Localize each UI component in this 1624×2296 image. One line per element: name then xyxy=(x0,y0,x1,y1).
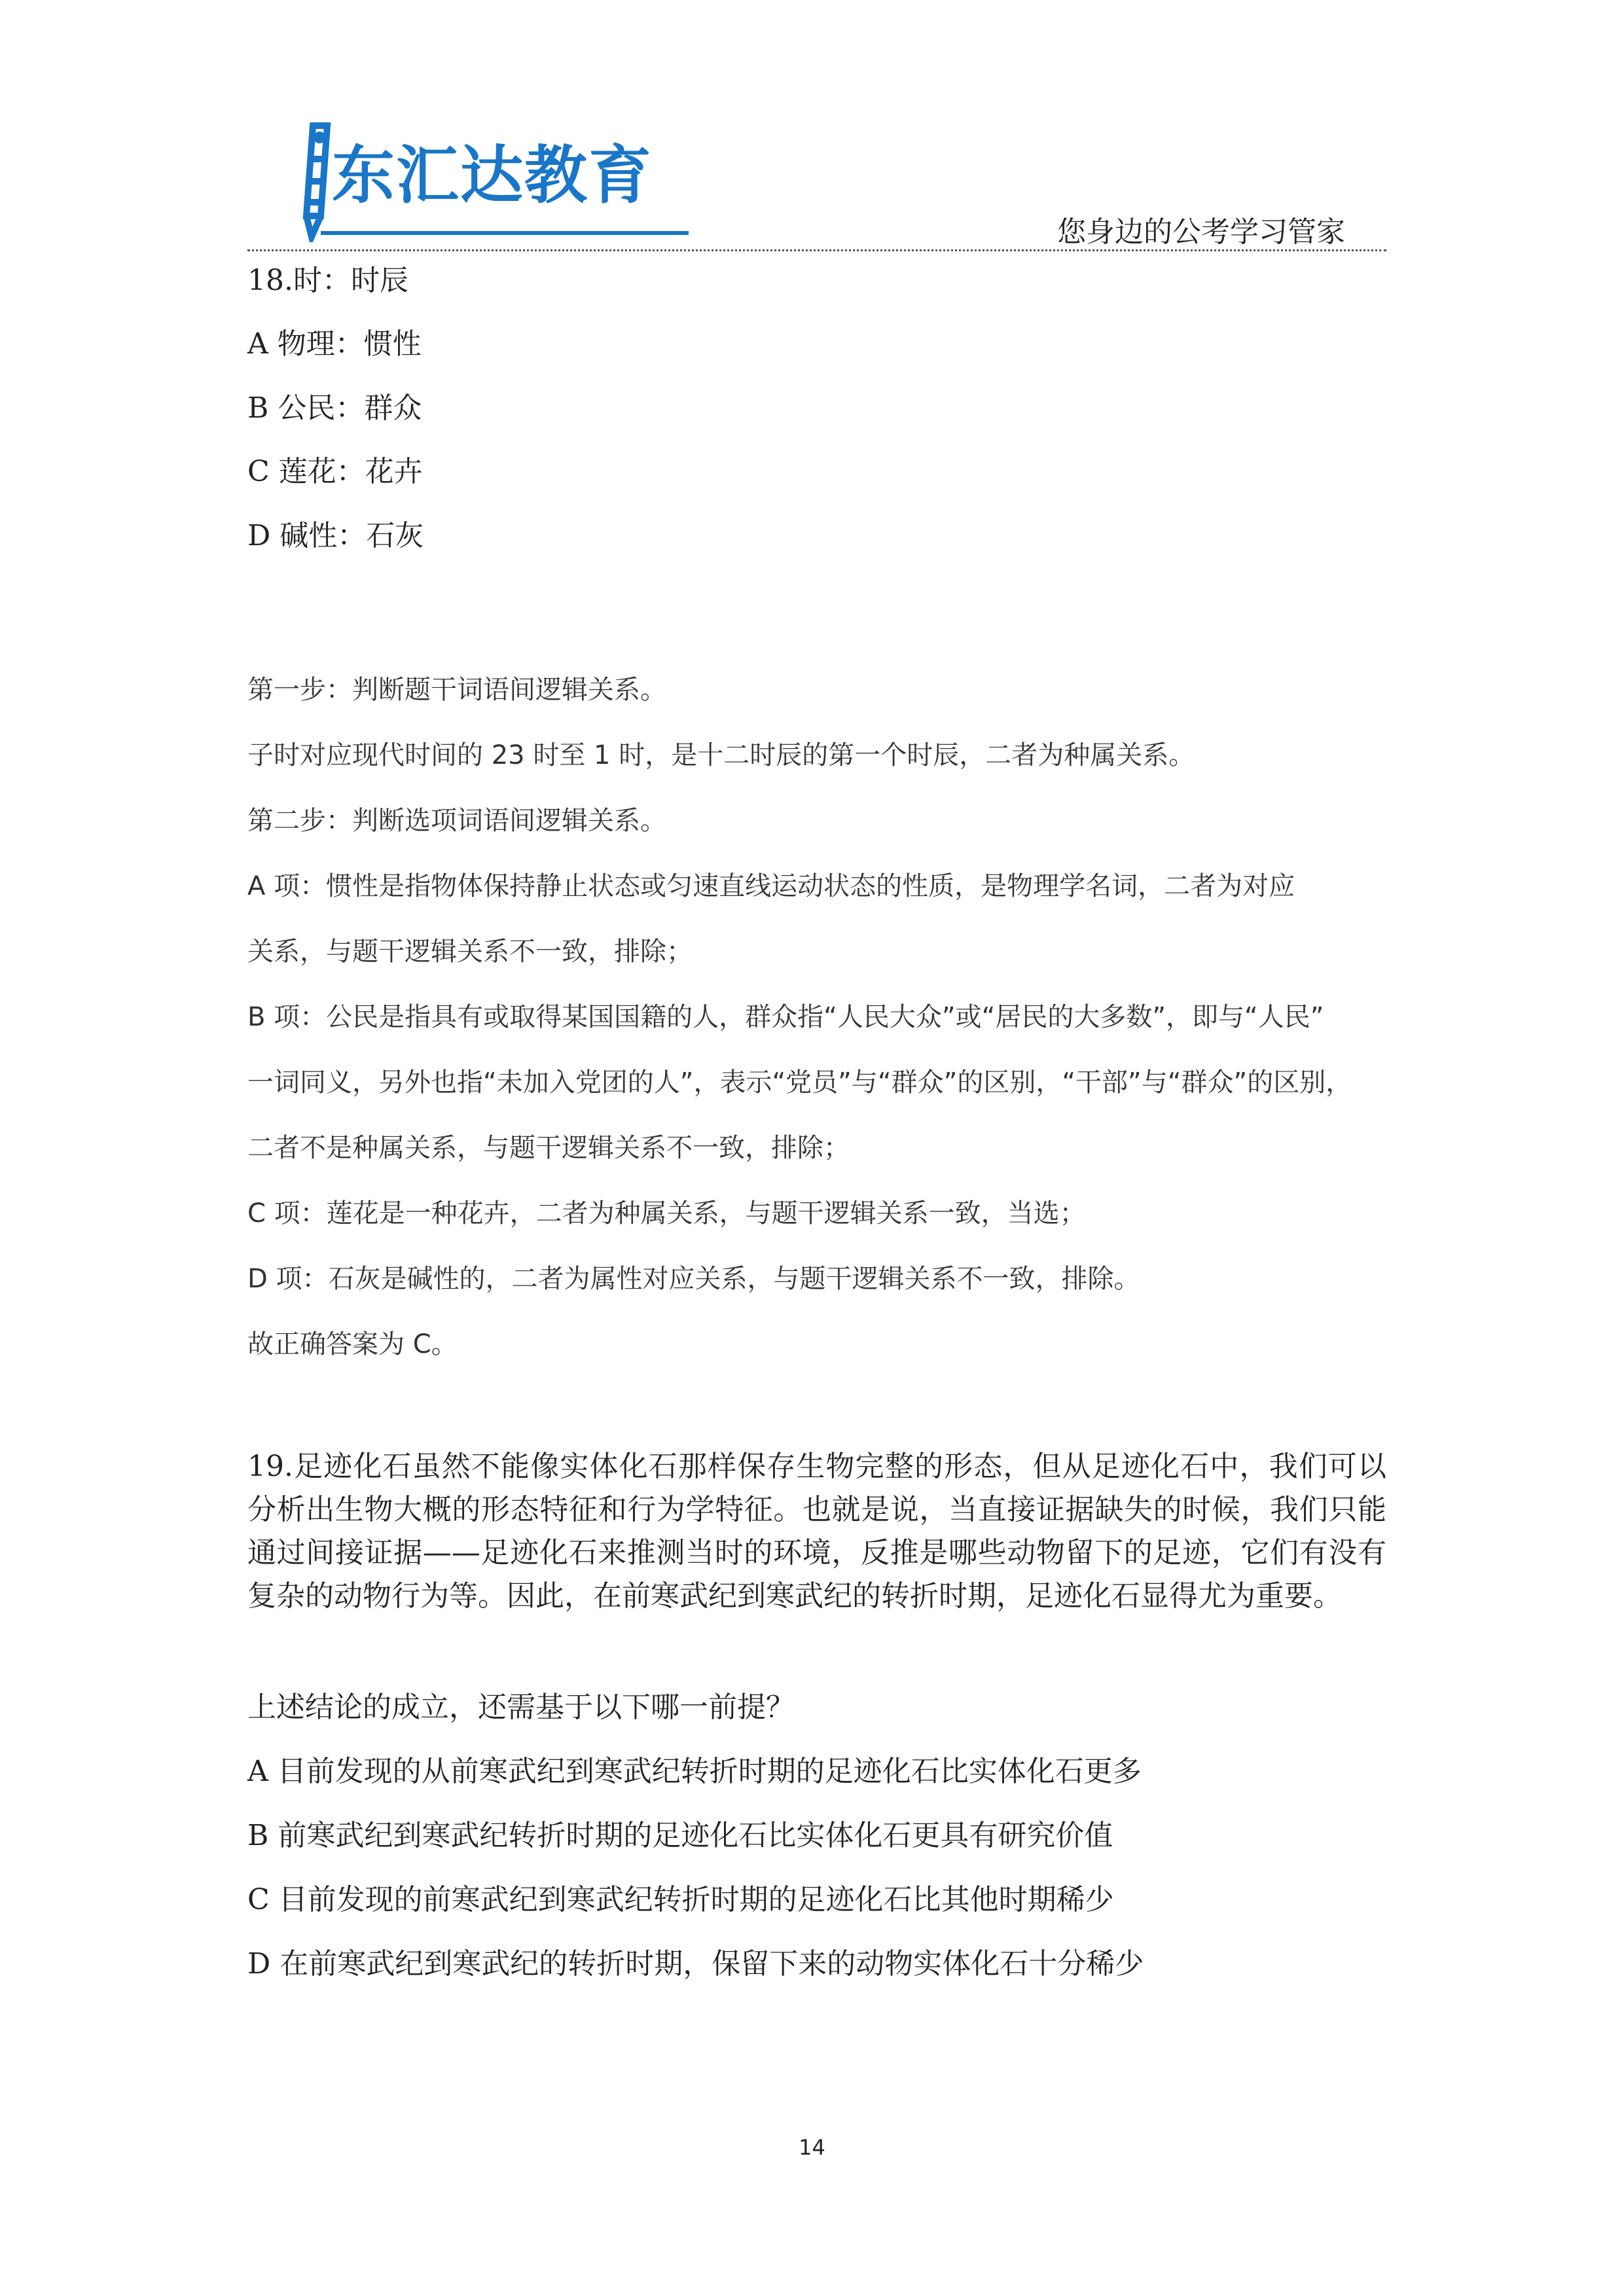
q19-option-a: A 目前发现的从前寒武纪到寒武纪转折时期的足迹化石比实体化石更多 xyxy=(247,1755,1142,1788)
analysis-line: C 项：莲花是一种花卉，二者为种属关系，与题干逻辑关系一致，当选； xyxy=(247,1198,1086,1229)
analysis-line: 二者不是种属关系，与题干逻辑关系不一致，排除； xyxy=(247,1133,850,1163)
q19-option-c: C 目前发现的前寒武纪到寒武纪转折时期的足迹化石比其他时期稀少 xyxy=(247,1883,1114,1916)
q19-option-b: B 前寒武纪到寒武纪转折时期的足迹化石比实体化石更具有研究价值 xyxy=(247,1819,1113,1852)
analysis-line: D 项：石灰是碱性的，二者为属性对应关系，与题干逻辑关系不一致，排除。 xyxy=(247,1264,1140,1294)
analysis-line: 第二步：判断选项词语间逻辑关系。 xyxy=(247,806,666,836)
header-tagline: 您身边的公考学习管家 xyxy=(1057,215,1345,249)
page-number: 14 xyxy=(799,2135,825,2160)
q19-option-d: D 在前寒武纪到寒武纪的转折时期，保留下来的动物实体化石十分稀少 xyxy=(247,1947,1144,1981)
q18-option-d: D 碱性：石灰 xyxy=(247,519,424,552)
analysis-line: 第一步：判断题干词语间逻辑关系。 xyxy=(247,675,666,705)
q19-stem: 19.足迹化石虽然不能像实体化石那样保存生物完整的形态，但从足迹化石中，我们可以分析出生物大概的形态特征和行为学特征。也就是说，当直接证据缺失的时候，我们只能通过间接证据——足迹化石来推测当时的环境，反推是哪些动物留下的足迹，它们有没有复杂的动物行为等。因此，在前寒武纪到寒武纪的转折时期，足迹化石显得尤为重要。 xyxy=(247,1450,1386,1613)
analysis-line: B 项：公民是指具有或取得某国国籍的人，群众指“人民大众”或“居民的大多数”，即与“人民” xyxy=(247,1002,1324,1032)
analysis-line: A 项：惯性是指物体保持静止状态或匀速直线运动状态的性质，是物理学名词，二者为对应 xyxy=(247,871,1295,901)
q18-option-c: C 莲花：花卉 xyxy=(247,455,423,488)
q18-option-b: B 公民：群众 xyxy=(247,391,422,425)
analysis-line: 关系，与题干逻辑关系不一致，排除； xyxy=(247,937,693,967)
q18-option-a: A 物理：惯性 xyxy=(247,327,422,361)
q18-stem: 18.时：时辰 xyxy=(247,264,408,297)
analysis-answer: 故正确答案为 C。 xyxy=(247,1329,458,1359)
analysis-line: 子时对应现代时间的 23 时至 1 时，是十二时辰的第一个时辰，二者为种属关系。 xyxy=(247,740,1195,770)
brand-logo xyxy=(281,118,700,242)
q19-question: 上述结论的成立，还需基于以下哪一前提？ xyxy=(247,1691,795,1724)
header-divider xyxy=(247,249,1386,251)
analysis-line: 一词同义，另外也指“未加入党团的人”，表示“党员”与“群众”的区别，“干部”与“群众”的区别， xyxy=(247,1067,1352,1098)
logo-text: 东汇达教育 xyxy=(332,139,653,212)
